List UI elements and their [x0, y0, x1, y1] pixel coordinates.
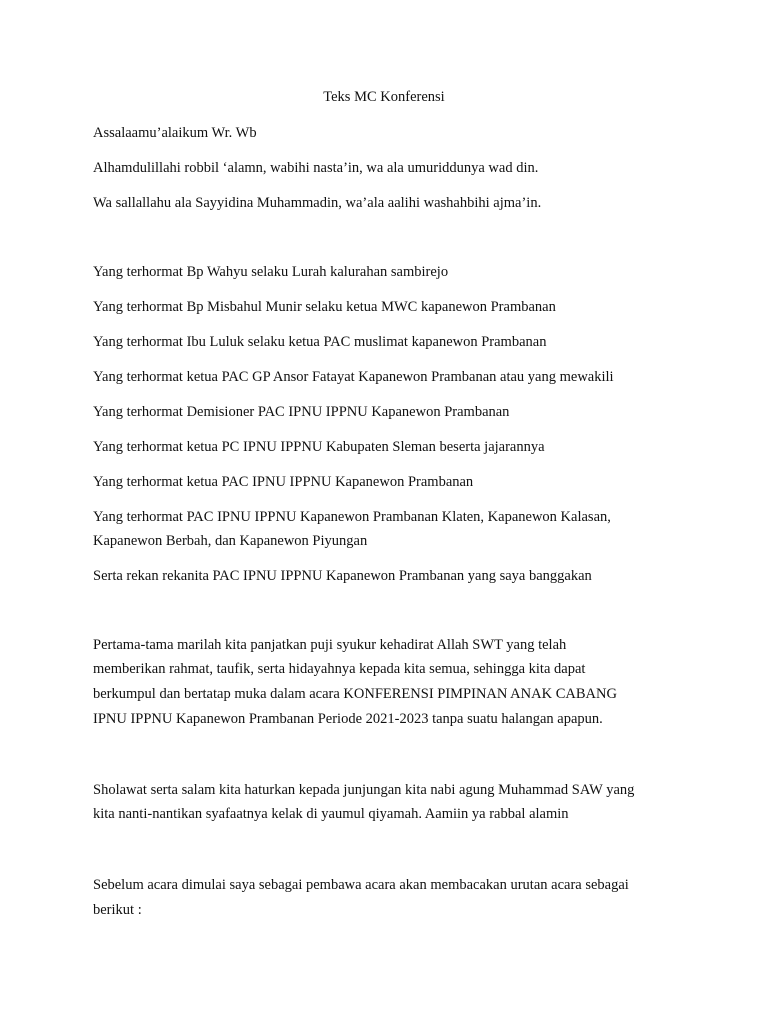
pertama-line-4: IPNU IPPNU Kapanewon Prambanan Periode 2021-2023 tanpa suatu halangan apapun. [93, 711, 603, 727]
sebelum-line-1: Sebelum acara dimulai saya sebagai pembawa acara akan membacakan urutan acara sebagai [93, 877, 629, 893]
honorific-multiline-2: Kapanewon Berbah, dan Kapanewon Piyungan [93, 533, 368, 549]
opening-line-1: Alhamdulillahi robbil ‘alamn, wabihi nasta’in, wa ala umuriddunya wad din. [93, 160, 539, 176]
pertama-line-1: Pertama-tama marilah kita panjatkan puji syukur kehadirat Allah SWT yang telah [93, 637, 567, 653]
greeting-line: Assalaamu’alaikum Wr. Wb [93, 125, 257, 141]
pertama-line-3: berkumpul dan bertatap muka dalam acara KONFERENSI PIMPINAN ANAK CABANG [93, 686, 617, 702]
honorific-line-4: Yang terhormat ketua PAC GP Ansor Fatayat Kapanewon Prambanan atau yang mewakili [93, 369, 614, 385]
honorific-line-2: Yang terhormat Bp Misbahul Munir selaku ketua MWC kapanewon Prambanan [93, 299, 556, 315]
honorific-line-3: Yang terhormat Ibu Luluk selaku ketua PAC muslimat kapanewon Prambanan [93, 334, 547, 350]
sholawat-line-1: Sholawat serta salam kita haturkan kepada junjungan kita nabi agung Muhammad SAW yang [93, 782, 635, 798]
honorific-line-6: Yang terhormat ketua PC IPNU IPPNU Kabupaten Sleman beserta jajarannya [93, 439, 545, 455]
honorific-line-1: Yang terhormat Bp Wahyu selaku Lurah kalurahan sambirejo [93, 264, 449, 280]
honorific-line-5: Yang terhormat Demisioner PAC IPNU IPPNU Kapanewon Prambanan [93, 404, 510, 420]
honorific-multiline-1: Yang terhormat PAC IPNU IPPNU Kapanewon Prambanan Klaten, Kapanewon Kalasan, [93, 509, 611, 525]
rekan-line: Serta rekan rekanita PAC IPNU IPPNU Kapanewon Prambanan yang saya banggakan [93, 568, 592, 584]
pertama-line-2: memberikan rahmat, taufik, serta hidayahnya kepada kita semua, sehingga kita dapat [93, 661, 586, 677]
honorific-line-7: Yang terhormat ketua PAC IPNU IPPNU Kapanewon Prambanan [93, 474, 474, 490]
document-title: Teks MC Konferensi [323, 89, 445, 105]
sebelum-line-2: berikut : [93, 902, 142, 918]
opening-line-2: Wa sallallahu ala Sayyidina Muhammadin, wa’ala aalihi washahbihi ajma’in. [93, 195, 542, 211]
sholawat-line-2: kita nanti-nantikan syafaatnya kelak di yaumul qiyamah. Aamiin ya rabbal alamin [93, 806, 569, 822]
